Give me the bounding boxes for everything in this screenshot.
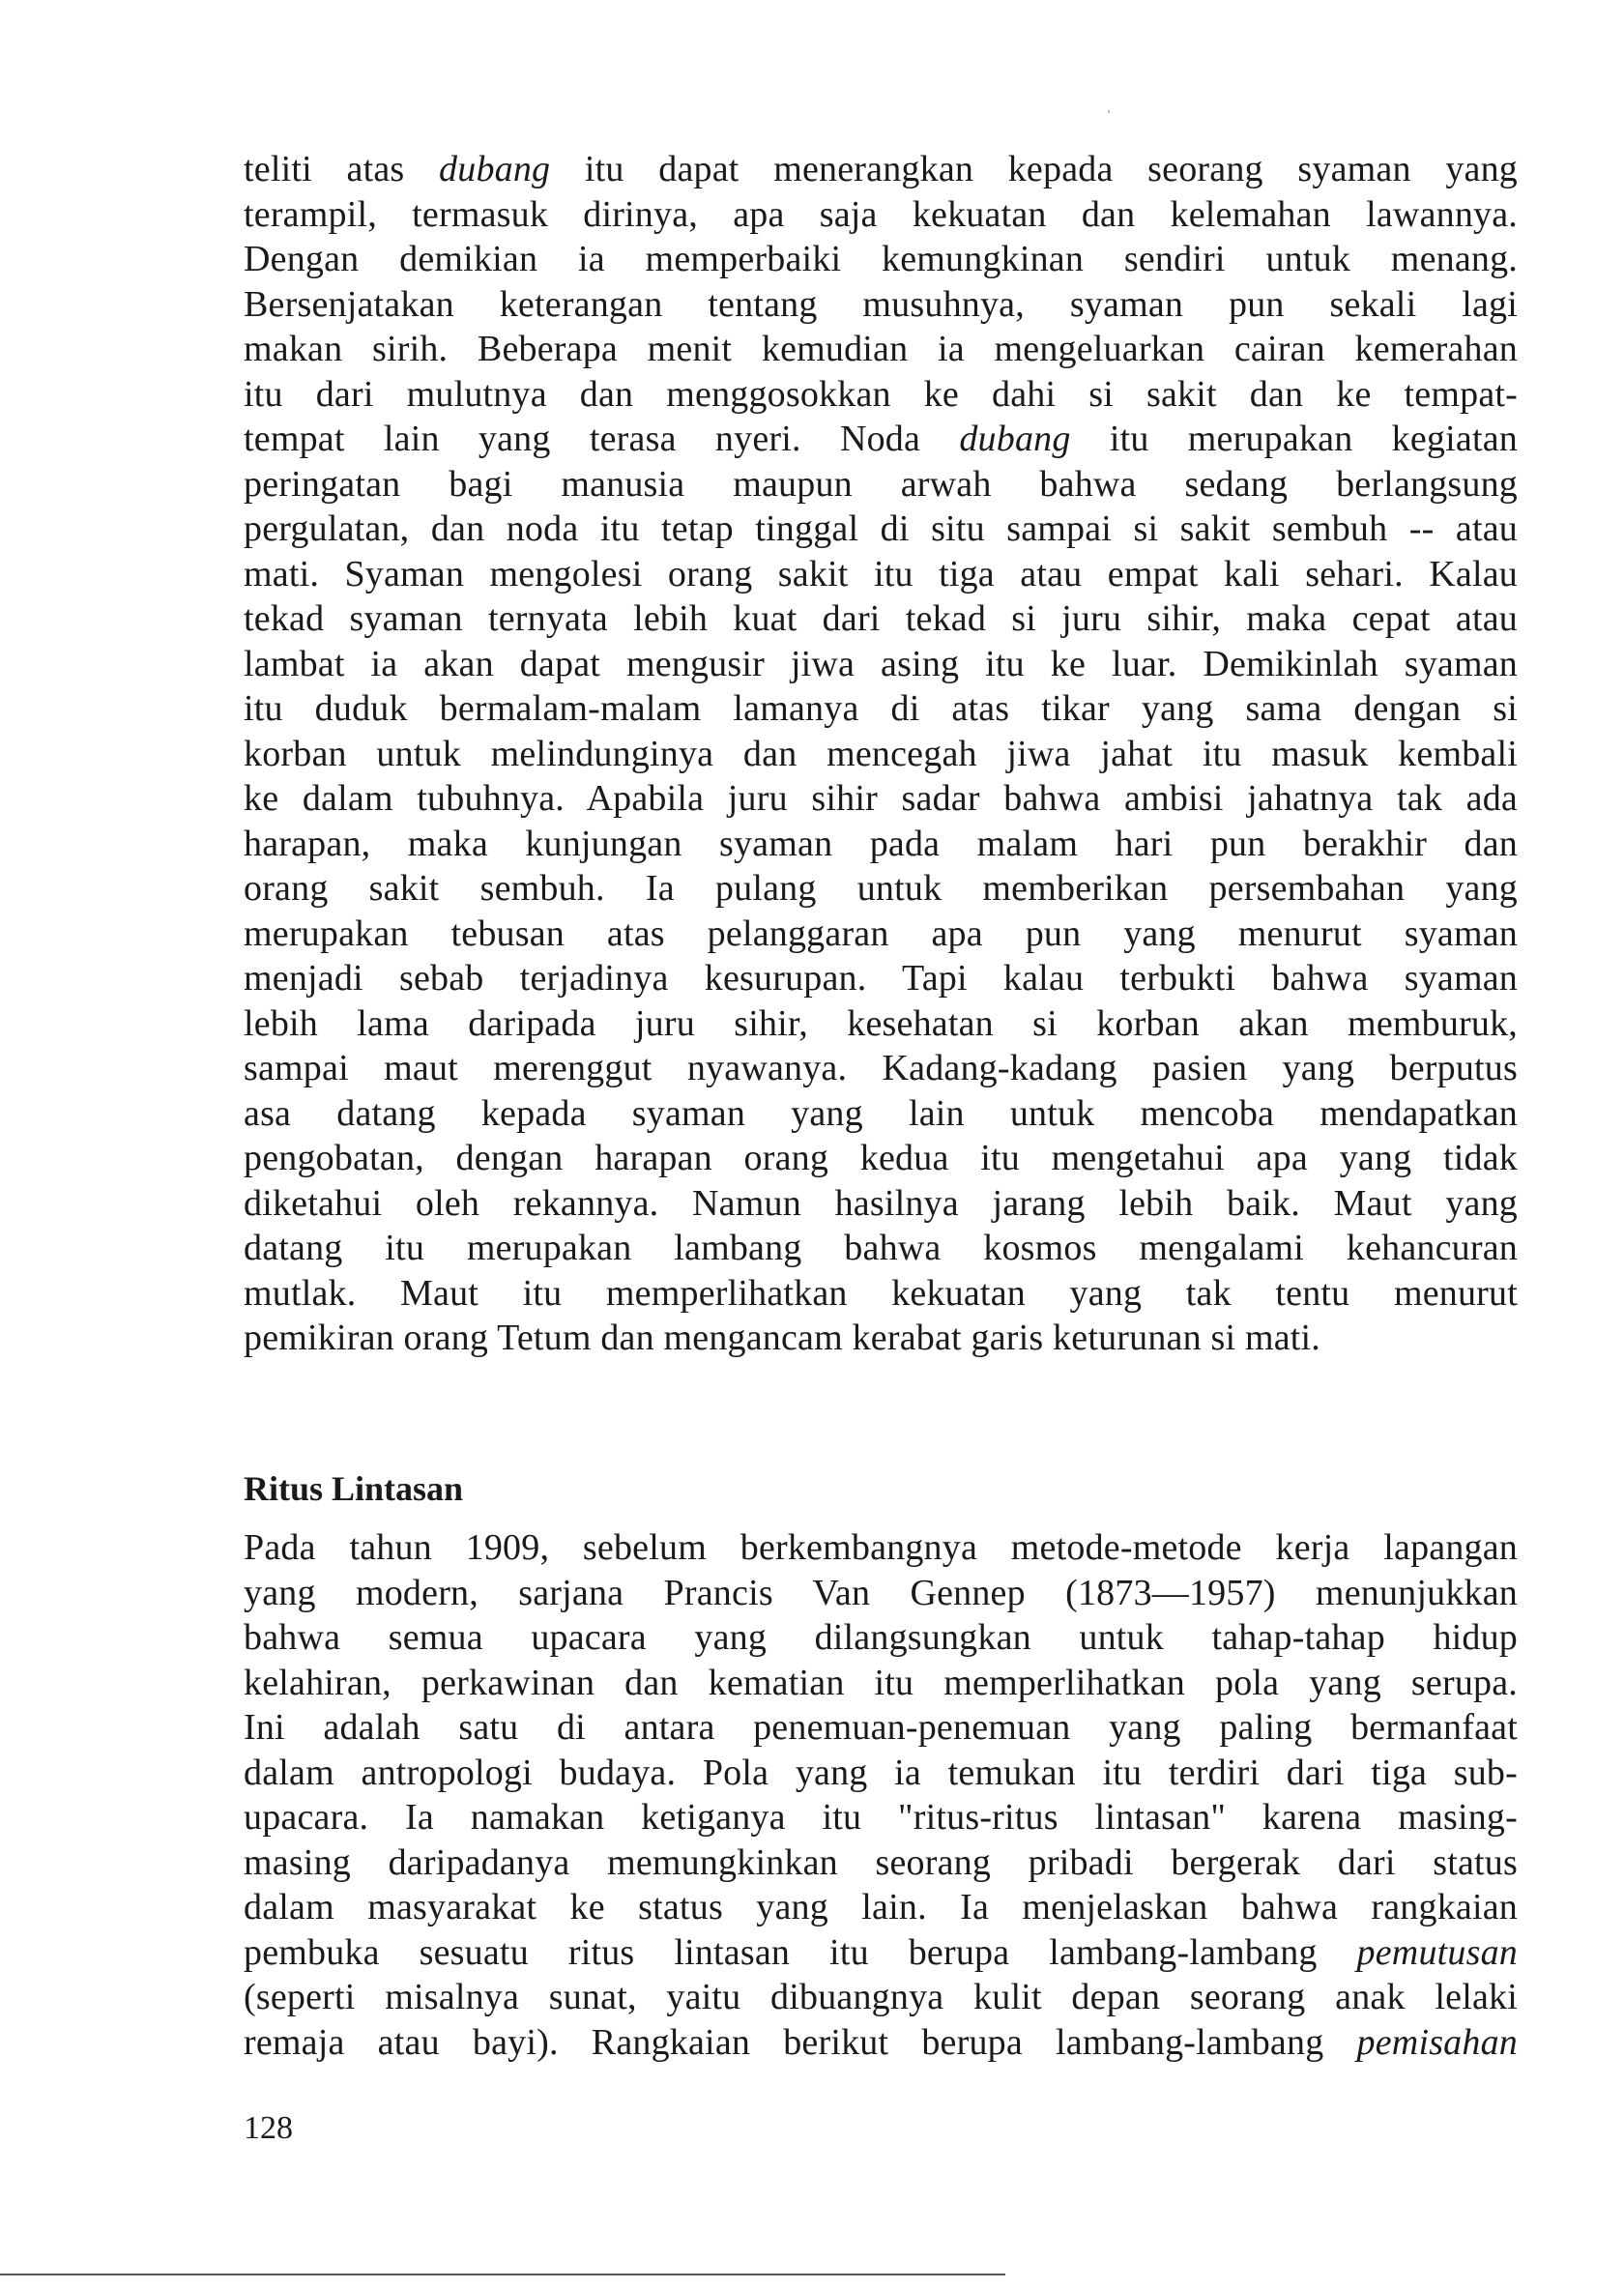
text-line: teliti atas dubang itu dapat menerangkan kepada seorang syaman yang [244,149,1518,189]
text-line: bahwa semua upacara yang dilangsungkan untuk tahap-tahap hidup [244,1617,1518,1658]
text-line: lambat ia akan dapat mengusir jiwa asing itu ke luar. Demikinlah syaman [244,643,1518,684]
text-line: Pada tahun 1909, sebelum berkembangnya metode-metode kerja lapangan [244,1527,1518,1568]
text-line: mutlak. Maut itu memperlihatkan kekuatan yang tak tentu menurut [244,1272,1518,1314]
text-line: peringatan bagi manusia maupun arwah bahwa sedang berlangsung [244,463,1518,505]
text-line: orang sakit sembuh. Ia pulang untuk memberikan persembahan yang [244,868,1518,909]
text-line: lebih lama daripada juru sihir, kesehatan si korban akan memburuk, [244,1002,1518,1044]
text-line: diketahui oleh rekannya. Namun hasilnya jarang lebih baik. Maut yang [244,1182,1518,1224]
text-line: pengobatan, dengan harapan orang kedua itu mengetahui apa yang tidak [244,1138,1518,1178]
text-line: datang itu merupakan lambang bahwa kosmos mengalami kehancuran [244,1228,1518,1268]
text-line: dalam masyarakat ke status yang lain. Ia menjelaskan bahwa rangkaian [244,1887,1518,1927]
text-line: dalam antropologi budaya. Pola yang ia temukan itu terdiri dari tiga sub- [244,1752,1518,1793]
text-line: itu dari mulutnya dan menggosokkan ke dahi si sakit dan ke tempat- [244,373,1518,415]
text-line: upacara. Ia namakan ketiganya itu "ritus-ritus lintasan" karena masing- [244,1797,1518,1838]
scan-speck [1108,110,1110,113]
italic-term: pemisahan [1356,2021,1518,2063]
text-line: menjadi sebab terjadinya kesurupan. Tapi kalau terbukti bahwa syaman [244,958,1518,999]
text-line: sampai maut merenggut nyawanya. Kadang-kadang pasien yang berputus [244,1048,1518,1088]
page-number: 128 [244,2110,293,2146]
italic-term: pemutusan [1356,1931,1518,1973]
paragraph-rites-of-passage [244,1525,1518,2065]
text-line: pemikiran orang Tetum dan mengancam kerabat garis keturunan si mati. [244,1318,1320,1358]
text-line: Ini adalah satu di antara penemuan-penemuan yang paling bermanfaat [244,1707,1518,1748]
text-line: itu duduk bermalam-malam lamanya di atas tikar yang sama dengan si [244,688,1518,729]
text-line: pembuka sesuatu ritus lintasan itu berupa lambang-lambang pemutusan [244,1931,1518,1973]
text-line: Bersenjatakan keterangan tentang musuhnya, syaman pun sekali lagi [244,283,1518,325]
text-line: (seperti misalnya sunat, yaitu dibuangnya kulit depan seorang anak lelaki [244,1977,1518,2017]
text-line: yang modern, sarjana Prancis Van Gennep (1873—1957) menunjukkan [244,1572,1518,1613]
text-line: mati. Syaman mengolesi orang sakit itu tiga atau empat kali sehari. Kalau [244,553,1518,594]
scan-edge-line [0,2274,1005,2275]
text-line: Dengan demikian ia memperbaiki kemungkinan sendiri untuk menang. [244,239,1518,279]
text-line: ke dalam tubuhnya. Apabila juru sihir sadar bahwa ambisi jahatnya tak ada [244,778,1518,819]
text-line: remaja atau bayi). Rangkaian berikut berupa lambang-lambang pemisahan [244,2021,1518,2063]
text-line: tekad syaman ternyata lebih kuat dari tekad si juru sihir, maka cepat atau [244,598,1518,639]
text-line: pergulatan, dan noda itu tetap tinggal di situ sampai si sakit sembuh -- atau [244,508,1518,549]
text-line: asa datang kepada syaman yang lain untuk mencoba mendapatkan [244,1092,1518,1134]
text-line: harapan, maka kunjungan syaman pada malam hari pun berakhir dan [244,823,1518,864]
italic-term: dubang [439,149,551,189]
italic-term: dubang [959,419,1071,459]
section-heading: Ritus Lintasan [244,1469,464,1508]
text-line: tempat lain yang terasa nyeri. Noda dubang itu merupakan kegiatan [244,419,1518,459]
text-line: kelahiran, perkawinan dan kematian itu memperlihatkan pola yang serupa. [244,1662,1518,1703]
paragraph-shaman-healing [244,147,1518,1361]
text-line: masing daripadanya memungkinkan seorang pribadi bergerak dari status [244,1841,1518,1883]
text-line: terampil, termasuk dirinya, apa saja kekuatan dan kelemahan lawannya. [244,193,1518,235]
text-line: merupakan tebusan atas pelanggaran apa pun yang menurut syaman [244,913,1518,954]
text-line: makan sirih. Beberapa menit kemudian ia mengeluarkan cairan kemerahan [244,329,1518,369]
text-line: korban untuk melindunginya dan mencegah jiwa jahat itu masuk kembali [244,733,1518,774]
